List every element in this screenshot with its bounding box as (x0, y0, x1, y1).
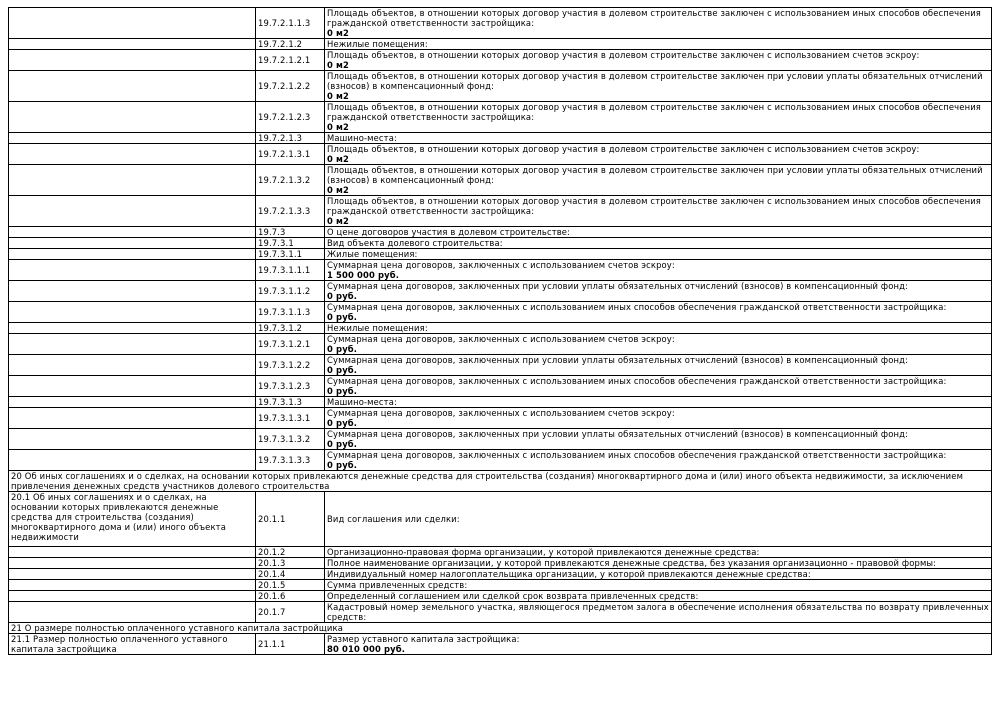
row-content (325, 144, 992, 165)
row-label: Нежилые помещения: (327, 39, 428, 49)
row-code: 19.7.2.1.2.3 (256, 102, 325, 133)
row-label: Машино-места: (327, 397, 397, 407)
row-code: 19.7.3.1.1.3 (256, 302, 325, 323)
row-value: 0 м2 (327, 60, 350, 70)
table-row (9, 580, 992, 591)
row-code: 19.7.3.1.3.2 (256, 429, 325, 450)
blank-cell (9, 376, 256, 397)
row-content (325, 227, 992, 238)
table-row (9, 558, 992, 569)
row-label: Вид объекта долевого строительства: (327, 238, 503, 248)
blank-cell (9, 71, 256, 102)
table-row (9, 323, 992, 334)
row-code: 21.1.1 (256, 634, 325, 655)
row-content (325, 302, 992, 323)
row-label: Кадастровый номер земельного участка, являющегося предметом залога в обеспечение исполнения обязательства по возврату привлеченных средств: (325, 602, 992, 623)
table-row (9, 281, 992, 302)
row-content (325, 102, 992, 133)
row-code: 19.7.2.1.2.2 (256, 71, 325, 102)
blank-cell (9, 547, 256, 558)
row-label: Нежилые помещения: (327, 323, 428, 333)
row-code: 19.7.3.1.3.3 (256, 450, 325, 471)
row-value: 0 м2 (327, 91, 350, 101)
section-21-group: 21.1 Размер полностью оплаченного уставного капитала застройщика (9, 634, 256, 655)
table-row (9, 8, 992, 39)
row-content (325, 397, 992, 408)
row-content (325, 133, 992, 144)
table-row (9, 547, 992, 558)
row-label: Суммарная цена договоров, заключенных при условии уплаты обязательных отчислений (взносов) в компенсационный фонд: (327, 355, 909, 365)
blank-cell (9, 102, 256, 133)
row-value: 0 м2 (327, 185, 350, 195)
blank-cell (9, 355, 256, 376)
row-label: Площадь объектов, в отношении которых договор участия в долевом строительстве заключен с использованием иных способов обеспечения гражданской ответственности застройщика: (327, 102, 981, 122)
blank-cell (9, 408, 256, 429)
table-row (9, 569, 992, 580)
table-row (9, 397, 992, 408)
table-row (9, 165, 992, 196)
section-header-row (9, 471, 992, 492)
blank-cell (9, 165, 256, 196)
row-label: Суммарная цена договоров, заключенных с использованием иных способов обеспечения гражданской ответственности застройщика: (327, 376, 947, 386)
blank-cell (9, 450, 256, 471)
row-value: 80 010 000 руб. (327, 644, 406, 654)
row-value: 0 руб. (327, 365, 358, 375)
row-label: Площадь объектов, в отношении которых договор участия в долевом строительстве заключен при условии уплаты обязательных отчислений (взносов) в компенсационный фонд: (327, 165, 983, 185)
table-row (9, 249, 992, 260)
table-row (9, 376, 992, 397)
table-row (9, 102, 992, 133)
row-content (325, 165, 992, 196)
row-content (325, 8, 992, 39)
row-label: Размер уставного капитала застройщика: (327, 634, 520, 644)
row-code: 19.7.3.1.2.3 (256, 376, 325, 397)
blank-cell (9, 260, 256, 281)
row-code: 19.7.2.1.2.1 (256, 50, 325, 71)
table-row (9, 71, 992, 102)
row-content (325, 450, 992, 471)
row-label: Суммарная цена договоров, заключенных с использованием счетов эскроу: (327, 260, 675, 270)
row-label: Сумма привлеченных средств: (325, 580, 992, 591)
row-label: Вид соглашения или сделки: (325, 492, 992, 547)
blank-cell (9, 580, 256, 591)
row-code: 19.7.2.1.2 (256, 39, 325, 50)
row-label: Машино-места: (327, 133, 397, 143)
row-label: Площадь объектов, в отношении которых договор участия в долевом строительстве заключен с использованием счетов эскроу: (327, 50, 920, 60)
blank-cell (9, 602, 256, 623)
table-row (9, 591, 992, 602)
table-row (9, 260, 992, 281)
table-row (9, 355, 992, 376)
blank-cell (9, 397, 256, 408)
table-row (9, 50, 992, 71)
row-content (325, 429, 992, 450)
row-label: Суммарная цена договоров, заключенных с использованием иных способов обеспечения гражданской ответственности застройщика: (327, 450, 947, 460)
row-code: 20.1.1 (256, 492, 325, 547)
row-value: 0 руб. (327, 291, 358, 301)
row-code: 19.7.2.1.3.3 (256, 196, 325, 227)
blank-cell (9, 133, 256, 144)
row-code: 20.1.5 (256, 580, 325, 591)
blank-cell (9, 334, 256, 355)
row-content (325, 260, 992, 281)
blank-cell (9, 238, 256, 249)
row-code: 19.7.3.1.3.1 (256, 408, 325, 429)
row-code: 19.7.3.1.2 (256, 323, 325, 334)
row-code: 19.7.2.1.3.1 (256, 144, 325, 165)
row-code: 20.1.4 (256, 569, 325, 580)
row-content (325, 634, 992, 655)
section-header-row (9, 623, 992, 634)
row-label: О цене договоров участия в долевом строительстве: (327, 227, 571, 237)
blank-cell (9, 39, 256, 50)
row-code: 19.7.2.1.3.2 (256, 165, 325, 196)
row-content (325, 50, 992, 71)
table-row (9, 429, 992, 450)
row-value: 0 руб. (327, 418, 358, 428)
table-row (9, 196, 992, 227)
row-code: 19.7.3.1.2.1 (256, 334, 325, 355)
row-code: 20.1.6 (256, 591, 325, 602)
table-row (9, 302, 992, 323)
row-code: 19.7.3.1.1.2 (256, 281, 325, 302)
table-row (9, 39, 992, 50)
blank-cell (9, 144, 256, 165)
section-20-title: 20 Об иных соглашениях и о сделках, на основании которых привлекаются денежные средства для строительства (создания) многоквартирного дома и (или) иного объекта недвижимости, за исключением привлечения денежных средств участников долевого строительства (9, 471, 992, 492)
row-content (325, 334, 992, 355)
row-value: 0 м2 (327, 28, 350, 38)
row-content (325, 355, 992, 376)
table-row (9, 492, 992, 547)
row-content (325, 281, 992, 302)
blank-cell (9, 558, 256, 569)
row-value: 0 м2 (327, 122, 350, 132)
row-code: 20.1.7 (256, 602, 325, 623)
row-content (325, 39, 992, 50)
row-content (325, 249, 992, 260)
blank-cell (9, 302, 256, 323)
row-content (325, 238, 992, 249)
blank-cell (9, 569, 256, 580)
row-value: 0 руб. (327, 344, 358, 354)
row-code: 20.1.2 (256, 547, 325, 558)
row-label: Площадь объектов, в отношении которых договор участия в долевом строительстве заключен с использованием счетов эскроу: (327, 144, 920, 154)
table-row (9, 408, 992, 429)
disclosure-table (8, 7, 992, 655)
table-row (9, 144, 992, 165)
row-code: 19.7.3.1.2.2 (256, 355, 325, 376)
row-label: Площадь объектов, в отношении которых договор участия в долевом строительстве заключен при условии уплаты обязательных отчислений (взносов) в компенсационный фонд: (327, 71, 983, 91)
row-label: Суммарная цена договоров, заключенных при условии уплаты обязательных отчислений (взносов) в компенсационный фонд: (327, 429, 909, 439)
row-value: 1 500 000 руб. (327, 270, 400, 280)
table-row (9, 634, 992, 655)
row-content (325, 196, 992, 227)
row-code: 19.7.3.1.3 (256, 397, 325, 408)
section-20-group: 20.1 Об иных соглашениях и о сделках, на основании которых привлекаются денежные средства для строительства (создания) многоквартирного дома и (или) иного объекта недвижимости (9, 492, 256, 547)
row-content (325, 376, 992, 397)
table-row (9, 227, 992, 238)
blank-cell (9, 196, 256, 227)
row-code: 19.7.3 (256, 227, 325, 238)
row-code: 19.7.3.1.1 (256, 249, 325, 260)
row-value: 0 руб. (327, 460, 358, 470)
row-label: Организационно-правовая форма организации, у которой привлекаются денежные средства: (325, 547, 992, 558)
row-label: Суммарная цена договоров, заключенных при условии уплаты обязательных отчислений (взносов) в компенсационный фонд: (327, 281, 909, 291)
blank-cell (9, 323, 256, 334)
row-label: Площадь объектов, в отношении которых договор участия в долевом строительстве заключен с использованием иных способов обеспечения гражданской ответственности застройщика: (327, 196, 981, 216)
row-label: Индивидуальный номер налогоплательщика организации, у которой привлекаются денежные средства: (325, 569, 992, 580)
row-code: 19.7.2.1.1.3 (256, 8, 325, 39)
row-code: 19.7.2.1.3 (256, 133, 325, 144)
row-code: 19.7.3.1 (256, 238, 325, 249)
row-content (325, 323, 992, 334)
table-row (9, 133, 992, 144)
blank-cell (9, 50, 256, 71)
blank-cell (9, 429, 256, 450)
blank-cell (9, 249, 256, 260)
row-value: 0 руб. (327, 312, 358, 322)
row-label: Суммарная цена договоров, заключенных с использованием иных способов обеспечения гражданской ответственности застройщика: (327, 302, 947, 312)
blank-cell (9, 8, 256, 39)
blank-cell (9, 591, 256, 602)
row-value: 0 м2 (327, 154, 350, 164)
section-21-title: 21 О размере полностью оплаченного уставного капитала застройщика (9, 623, 992, 634)
row-value: 0 м2 (327, 216, 350, 226)
table-row (9, 238, 992, 249)
row-content (325, 408, 992, 429)
table-row (9, 334, 992, 355)
row-value: 0 руб. (327, 386, 358, 396)
row-code: 20.1.3 (256, 558, 325, 569)
row-label: Полное наименование организации, у которой привлекаются денежные средства, без указания организационно - правовой формы: (325, 558, 992, 569)
row-label: Суммарная цена договоров, заключенных с использованием счетов эскроу: (327, 408, 675, 418)
blank-cell (9, 227, 256, 238)
row-label: Площадь объектов, в отношении которых договор участия в долевом строительстве заключен с использованием иных способов обеспечения гражданской ответственности застройщика: (327, 8, 981, 28)
row-content (325, 71, 992, 102)
table-row (9, 450, 992, 471)
row-label: Определенный соглашением или сделкой срок возврата привлеченных средств: (325, 591, 992, 602)
row-label: Суммарная цена договоров, заключенных с использованием счетов эскроу: (327, 334, 675, 344)
row-label: Жилые помещения: (327, 249, 418, 259)
table-row (9, 602, 992, 623)
blank-cell (9, 281, 256, 302)
row-code: 19.7.3.1.1.1 (256, 260, 325, 281)
row-value: 0 руб. (327, 439, 358, 449)
